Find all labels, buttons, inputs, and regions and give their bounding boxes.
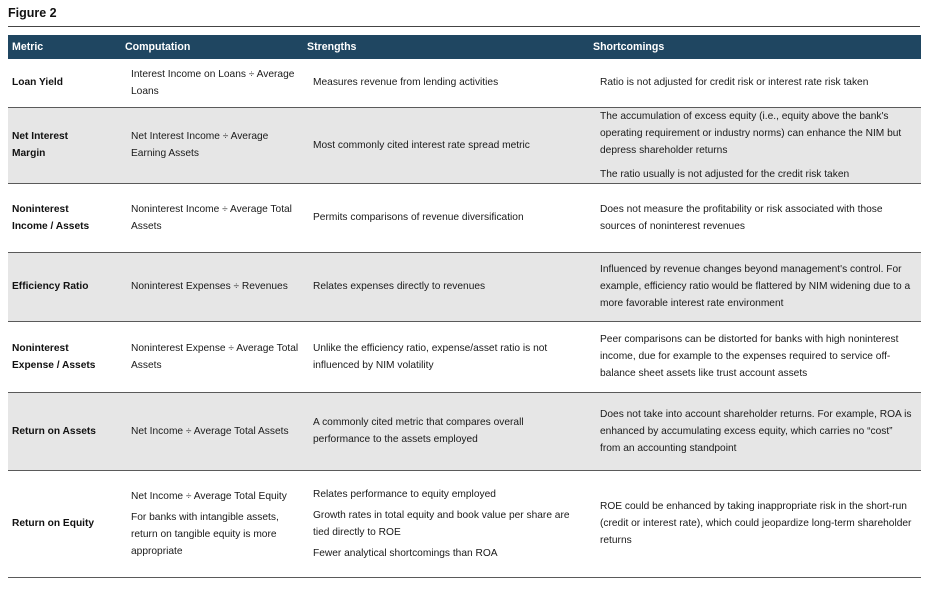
computation-cell [123,59,307,107]
computation-cell [123,183,307,252]
header-shortcomings: Shortcomings [593,40,665,53]
shortcomings-cell [593,183,921,252]
metric-cell: Noninterest Income / Assets [8,183,123,252]
shortcoming-text: The ratio usually is not adjusted for the credit risk taken [600,168,850,180]
computation-text: Noninterest Expense ÷ Average Total Assets [131,342,299,371]
metric-cell: Efficiency Ratio [8,252,123,321]
computation-cell [123,252,307,321]
strengths-cell [307,59,593,107]
shortcoming-text: ROE could be enhanced by taking inappropriate risk in the short-run (credit or interest rate), which could jeopardize long-term shareholder returns [600,501,912,546]
shortcomings-cell [593,321,921,392]
strengths-cell [307,321,593,392]
computation-text: Noninterest Expenses ÷ Revenues [131,281,288,292]
strength-text: Relates expenses directly to revenues [313,281,486,292]
shortcomings-cell [593,107,921,183]
table-row [8,392,921,470]
strength-text: Permits comparisons of revenue diversification [313,212,524,223]
table-header [8,35,921,59]
metric-cell: Net Interest Margin [8,107,123,183]
computation-text: Net Interest Income ÷ Average Earning Assets [131,131,269,159]
metrics-table [8,35,921,578]
table-body [8,59,921,577]
shortcomings-cell [593,392,921,470]
metric-cell: Return on Assets [8,392,123,470]
table-row [8,183,921,252]
header-computation: Computation [125,40,191,53]
shortcoming-text: Does not measure the profitability or risk associated with those sources of noninterest revenues [600,203,883,232]
table-row [8,59,921,107]
table-row [8,252,921,321]
figure-title: Figure 2 [8,6,57,20]
header-row [8,35,921,59]
computation-text: Net Income ÷ Average Total Equity [131,490,287,502]
computation-text: Interest Income on Loans ÷ Average Loans [131,68,295,97]
shortcoming-text: The accumulation of excess equity (i.e., equity above the bank's operating requirement or industry norms) can enhance the NIM but depress shareholder returns [600,110,902,156]
computation-text: For banks with intangible assets, return on tangible equity is more appropriate [131,511,279,557]
strength-text: Most commonly cited interest rate spread metric [313,139,530,151]
shortcoming-text: Ratio is not adjusted for credit risk or interest rate risk taken [600,77,869,89]
strengths-cell [307,470,593,577]
strength-text: Fewer analytical shortcomings than ROA [313,547,498,559]
strength-text: Measures revenue from lending activities [313,77,499,89]
shortcoming-text: Does not take into account shareholder returns. For example, ROA is enhanced by accumulating excess equity, which carries no “cost” from an accounting standpoint [600,408,912,454]
metric-cell: Return on Equity [8,470,123,577]
shortcoming-text: Peer comparisons can be distorted for banks with high noninterest income, due for example to the expenses required to service off-balance sheet assets like trust account assets [600,334,899,379]
shortcomings-cell [593,252,921,321]
computation-cell [123,321,307,392]
computation-cell [123,392,307,470]
header-strengths: Strengths [307,40,357,53]
strength-text: Unlike the efficiency ratio, expense/asset ratio is not influenced by NIM volatility [313,342,548,371]
strengths-cell [307,252,593,321]
metric-cell: Noninterest Expense / Assets [8,321,123,392]
strength-text: Relates performance to equity employed [313,488,496,500]
shortcomings-cell [593,470,921,577]
computation-cell [123,470,307,577]
computation-text: Noninterest Income ÷ Average Total Assets [131,203,292,232]
table-row [8,321,921,392]
metric-cell: Loan Yield [8,59,123,107]
title-divider [8,26,920,27]
table-row [8,107,921,183]
shortcoming-text: Influenced by revenue changes beyond management's control. For example, efficiency ratio would be flattered by NIM widening due to a more favorable interest rate environment [600,264,911,309]
strengths-cell [307,183,593,252]
strengths-cell [307,107,593,183]
table-row [8,470,921,577]
computation-text: Net Income ÷ Average Total Assets [131,425,289,437]
strengths-cell [307,392,593,470]
strength-text: A commonly cited metric that compares overall performance to the assets employed [313,417,524,445]
shortcomings-cell [593,59,921,107]
computation-cell [123,107,307,183]
strength-text: Growth rates in total equity and book value per share are tied directly to ROE [313,509,570,538]
header-metric: Metric [12,40,44,53]
